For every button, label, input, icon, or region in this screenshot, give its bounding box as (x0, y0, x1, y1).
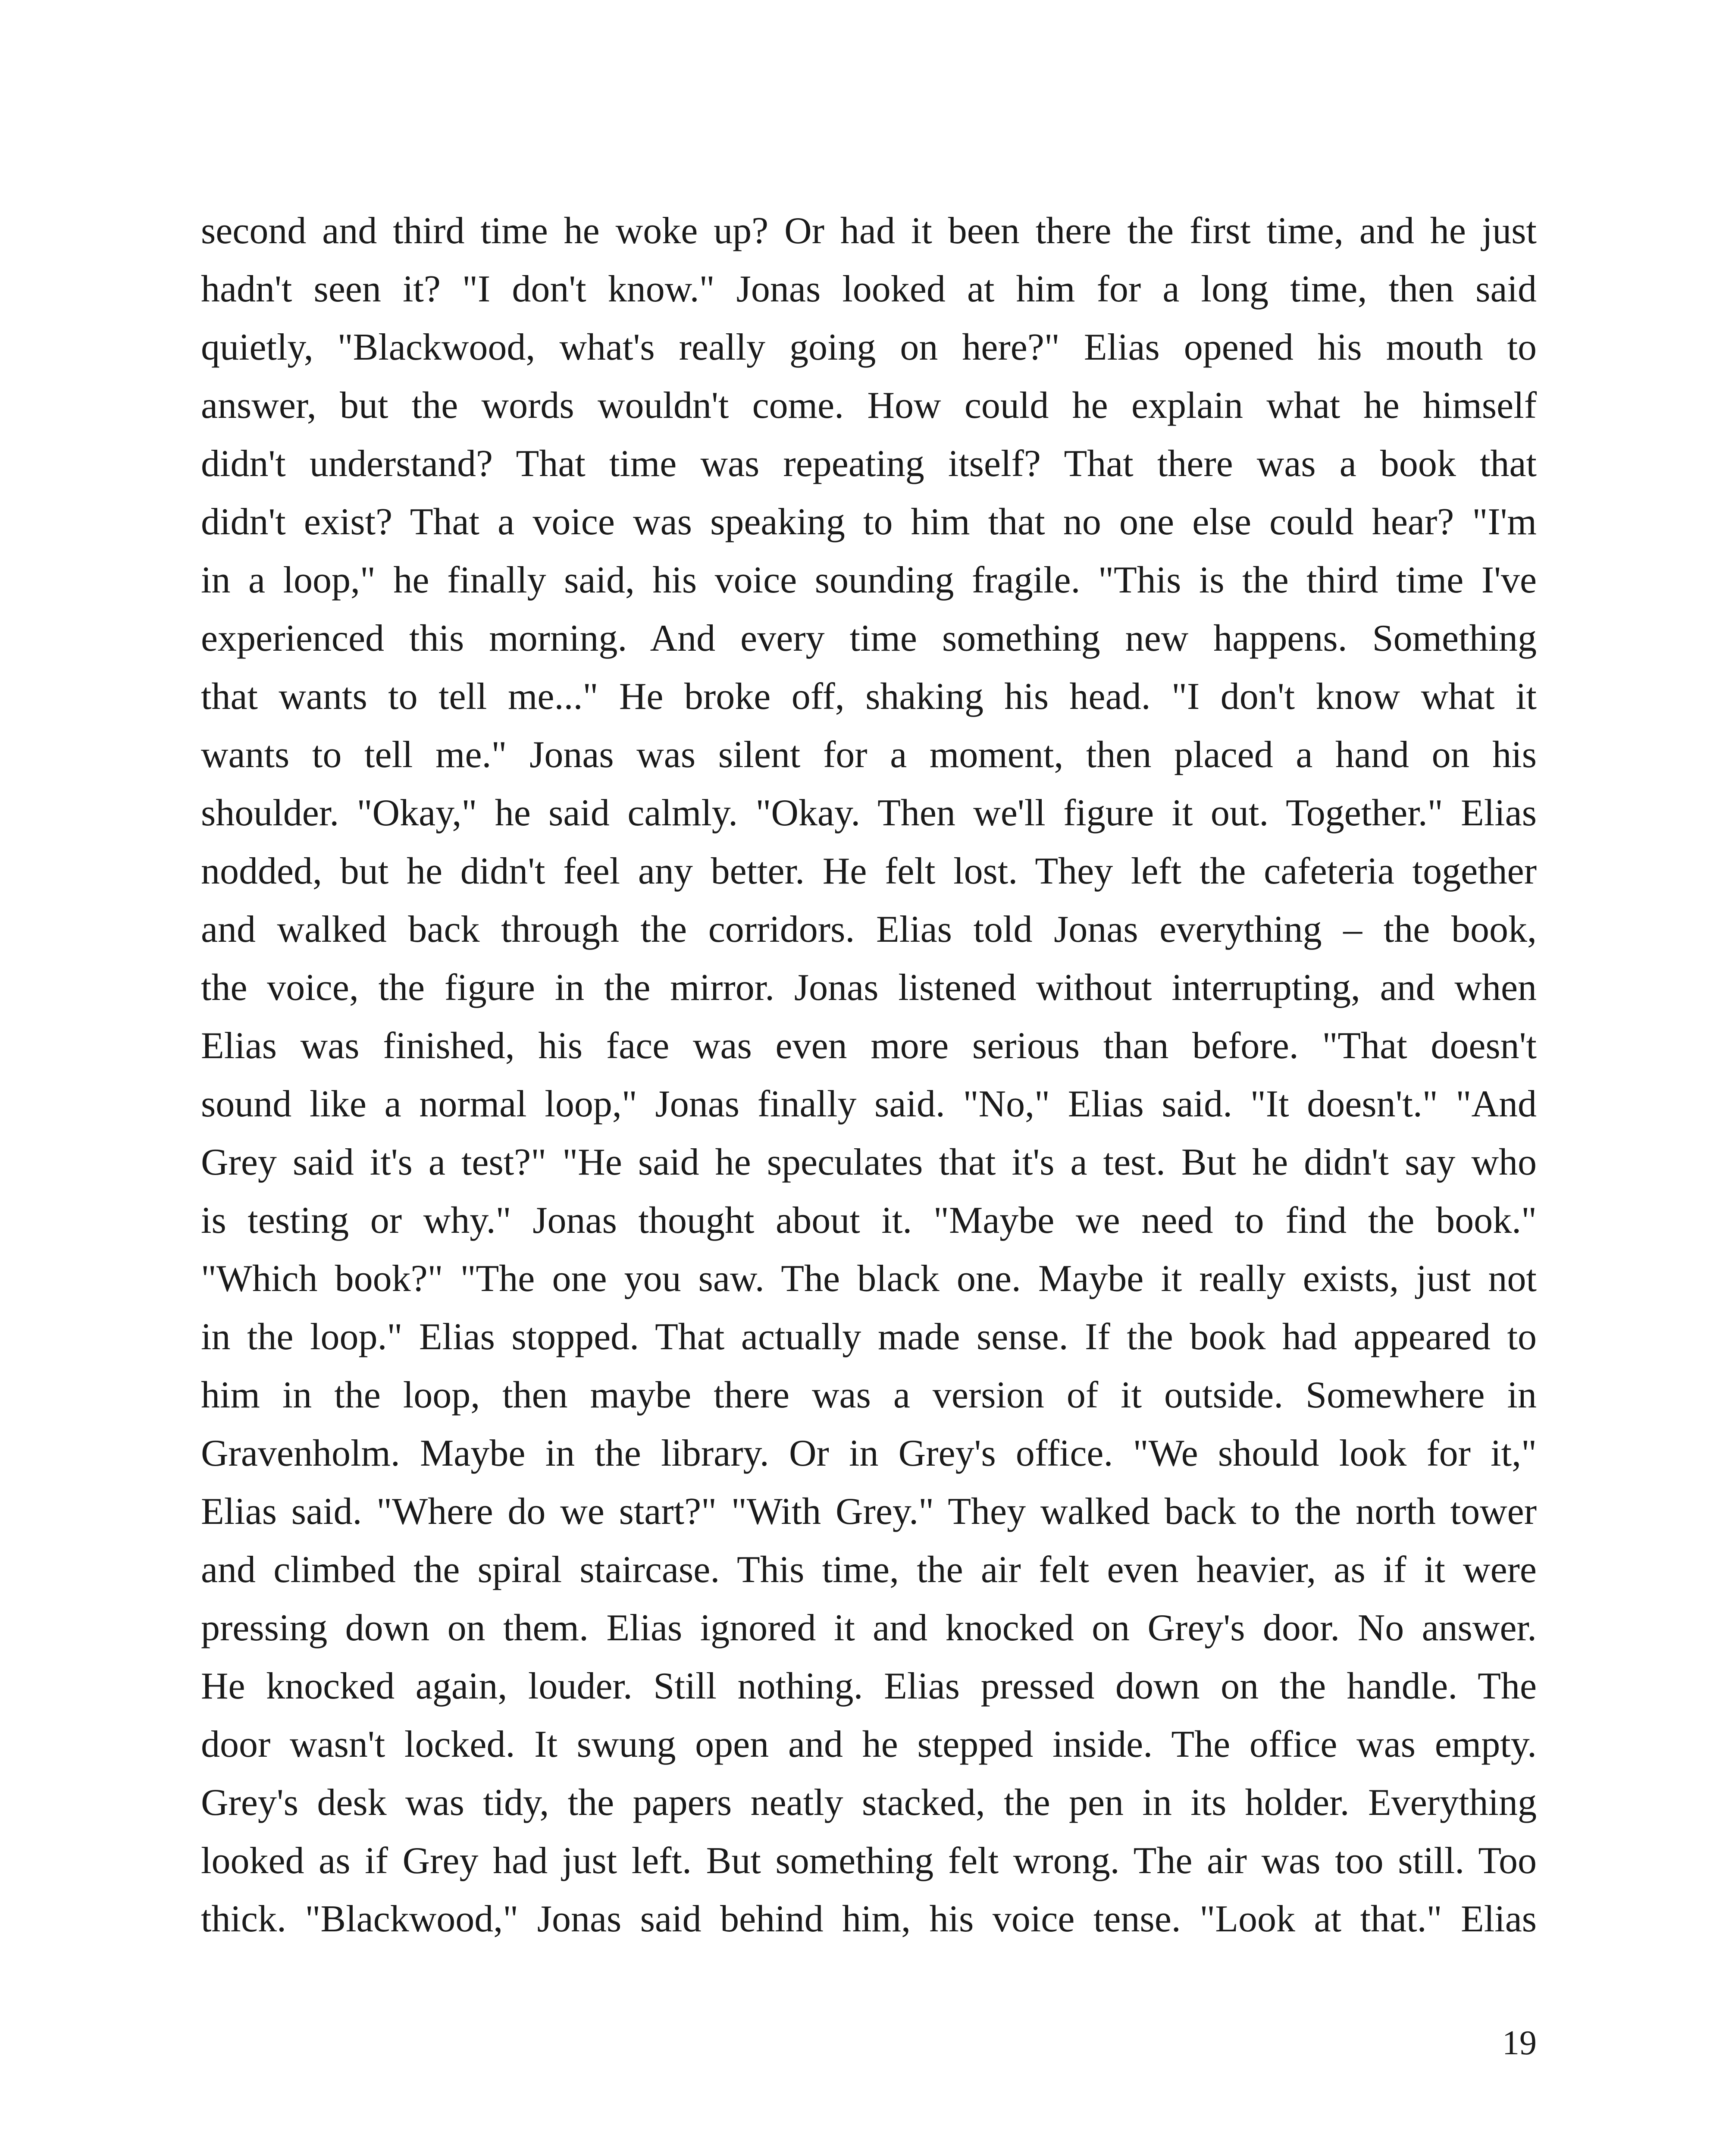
text-line: "Which book?" "The one you saw. The black one. Maybe it really exists, just not (201, 1258, 1537, 1300)
page-number: 19 (1502, 2024, 1537, 2062)
text-line: hadn't seen it? "I don't know." Jonas looked at him for a long time, then said (201, 268, 1537, 310)
text-line: Elias was finished, his face was even more serious than before. "That doesn't (201, 1025, 1537, 1067)
text-line: sound like a normal loop," Jonas finally said. "No," Elias said. "It doesn't." "And (201, 1083, 1537, 1125)
text-line: experienced this morning. And every time something new happens. Something (201, 617, 1537, 659)
text-line: answer, but the words wouldn't come. How could he explain what he himself (201, 385, 1537, 426)
text-line: looked as if Grey had just left. But something felt wrong. The air was too still. Too (201, 1840, 1537, 1882)
text-line: and walked back through the corridors. Elias told Jonas everything – the book, (201, 909, 1537, 950)
text-line: door wasn't locked. It swung open and he stepped inside. The office was empty. (201, 1724, 1537, 1765)
text-line: He knocked again, louder. Still nothing. Elias pressed down on the handle. The (201, 1665, 1537, 1707)
text-line: nodded, but he didn't feel any better. He felt lost. They left the cafeteria together (201, 850, 1537, 892)
text-line: Gravenholm. Maybe in the library. Or in Grey's office. "We should look for it," (201, 1432, 1537, 1474)
text-line: pressing down on them. Elias ignored it and knocked on Grey's door. No answer. (201, 1607, 1537, 1649)
text-line: in the loop." Elias stopped. That actually made sense. If the book had appeared to (201, 1316, 1537, 1358)
text-line: thick. "Blackwood," Jonas said behind him, his voice tense. "Look at that." Elias (201, 1898, 1537, 1940)
body-text (201, 202, 1537, 1948)
text-line: quietly, "Blackwood, what's really going on here?" Elias opened his mouth to (201, 326, 1537, 368)
text-line: and climbed the spiral staircase. This time, the air felt even heavier, as if it were (201, 1549, 1537, 1591)
text-line: that wants to tell me..." He broke off, shaking his head. "I don't know what it (201, 676, 1537, 718)
text-line: is testing or why." Jonas thought about it. "Maybe we need to find the book." (201, 1200, 1537, 1241)
text-line: the voice, the figure in the mirror. Jonas listened without interrupting, and when (201, 967, 1537, 1009)
text-line: in a loop," he finally said, his voice sounding fragile. "This is the third time I've (201, 559, 1537, 601)
text-line: didn't understand? That time was repeating itself? That there was a book that (201, 443, 1537, 485)
text-line: second and third time he woke up? Or had it been there the first time, and he just (201, 210, 1537, 252)
text-line: him in the loop, then maybe there was a version of it outside. Somewhere in (201, 1374, 1537, 1416)
text-line: Grey's desk was tidy, the papers neatly stacked, the pen in its holder. Everything (201, 1782, 1537, 1824)
text-line: wants to tell me." Jonas was silent for a moment, then placed a hand on his (201, 734, 1537, 776)
text-line: shoulder. "Okay," he said calmly. "Okay. Then we'll figure it out. Together." Elias (201, 792, 1537, 834)
text-line: Elias said. "Where do we start?" "With Grey." They walked back to the north tower (201, 1491, 1537, 1532)
text-line: Grey said it's a test?" "He said he speculates that it's a test. But he didn't say who (201, 1141, 1537, 1183)
text-line: didn't exist? That a voice was speaking to him that no one else could hear? "I'm (201, 501, 1537, 543)
